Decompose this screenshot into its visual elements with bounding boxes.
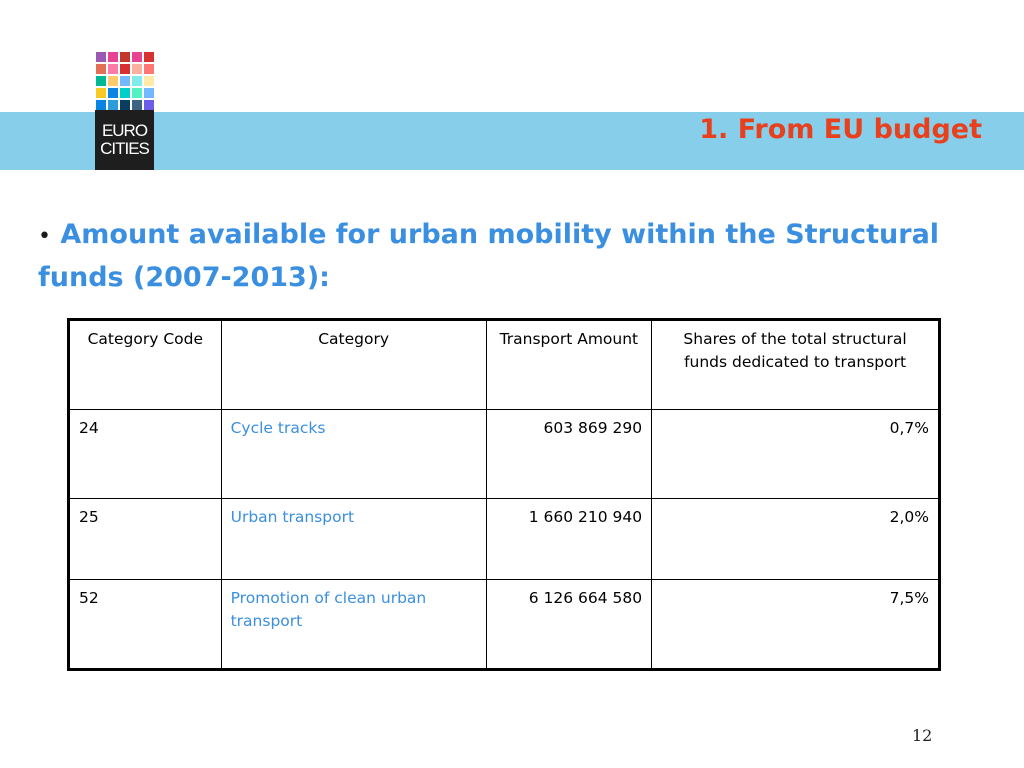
- cell-category: Urban transport: [221, 499, 486, 580]
- cell-share: 0,7%: [652, 410, 940, 499]
- cell-share: 7,5%: [652, 580, 940, 670]
- cell-code: 52: [69, 580, 222, 670]
- table-header-row: [69, 320, 940, 410]
- cell-code: 24: [69, 410, 222, 499]
- logo-text-euro: EURO: [101, 121, 148, 140]
- eurocities-logo: [95, 110, 154, 170]
- funds-table: [67, 318, 941, 671]
- cell-category: Promotion of clean urban transport: [221, 580, 486, 670]
- slide-title: 1. From EU budget: [699, 114, 982, 145]
- cell-amount: 603 869 290: [486, 410, 652, 499]
- page-number: 12: [912, 726, 933, 745]
- eurocities-logo-mosaic: [96, 52, 154, 110]
- bullet-text: Amount available for urban mobility within the Structural funds (2007-2013):: [38, 219, 940, 293]
- logo-text-cities: CITIES: [100, 139, 149, 158]
- header-category: Category: [221, 320, 486, 410]
- header-shares: Shares of the total structural funds dedicated to transport: [652, 320, 940, 410]
- header-category-code: Category Code: [69, 320, 222, 410]
- bullet-point: [38, 214, 988, 298]
- bullet-dot-icon: •: [38, 224, 51, 249]
- cell-category: Cycle tracks: [221, 410, 486, 499]
- table-row: [69, 410, 940, 499]
- cell-amount: 1 660 210 940: [486, 499, 652, 580]
- cell-code: 25: [69, 499, 222, 580]
- table-row: [69, 580, 940, 670]
- header-transport-amount: Transport Amount: [486, 320, 652, 410]
- table-row: [69, 499, 940, 580]
- cell-amount: 6 126 664 580: [486, 580, 652, 670]
- cell-share: 2,0%: [652, 499, 940, 580]
